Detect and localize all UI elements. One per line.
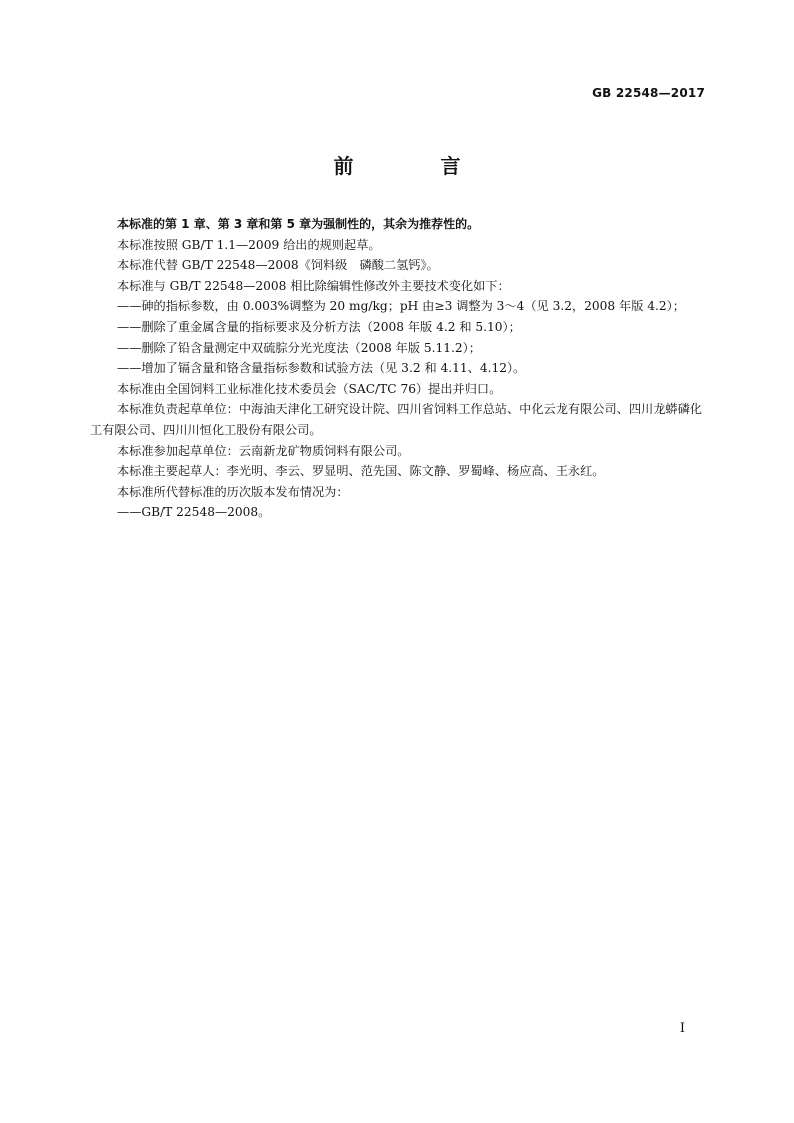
change-item-heavy-metal: ——删除了重金属含量的指标要求及分析方法（2008 年版 4.2 和 5.10）； bbox=[117, 319, 521, 334]
replacement-statement: 本标准代替 GB/T 22548—2008《饲料级 磷酸二氢钙》。 bbox=[117, 258, 439, 273]
page-number: I bbox=[679, 1021, 685, 1036]
change-item-cadmium-chromium: ——增加了镉含量和铬含量指标参数和试验方法（见 3.2 和 4.11、4.12）。 bbox=[117, 361, 526, 376]
page-title: 前 言 bbox=[333, 154, 501, 178]
foreword-body bbox=[90, 214, 704, 523]
proposer-statement: 本标准由全国饲料工业标准化技术委员会（SAC/TC 76）提出并归口。 bbox=[117, 381, 502, 396]
participating-drafters: 本标准参加起草单位：云南新龙矿物质饲料有限公司。 bbox=[117, 443, 410, 458]
history-intro: 本标准所代替标准的历次版本发布情况为： bbox=[117, 484, 349, 499]
responsible-drafters: 本标准负责起草单位：中海油天津化工研究设计院、四川省饲料工作总站、中化云龙有限公司、四川龙蟒磷化工有限公司、四川川恒化工股份有限公司。 bbox=[90, 402, 702, 437]
change-item-lead-method: ——删除了铅含量测定中双硫腙分光光度法（2008 年版 5.11.2）； bbox=[117, 340, 481, 355]
main-drafters: 本标准主要起草人：李光明、李云、罗显明、范先国、陈文静、罗蜀峰、杨应高、王永红。 bbox=[117, 464, 605, 479]
drafting-rules-statement: 本标准按照 GB/T 1.1—2009 给出的规则起草。 bbox=[117, 237, 381, 252]
history-item: ——GB/T 22548—2008。 bbox=[117, 505, 271, 520]
changes-intro: 本标准与 GB/T 22548—2008 相比除编辑性修改外主要技术变化如下： bbox=[117, 278, 510, 293]
mandatory-clause-statement: 本标准的第 1 章、第 3 章和第 5 章为强制性的，其余为推荐性的。 bbox=[117, 217, 480, 231]
change-item-arsenic: ——砷的指标参数，由 0.003%调整为 20 mg/kg；pH 由≥3 调整为 3～4（见 3.2，2008 年版 4.2）； bbox=[117, 299, 685, 314]
standard-code: GB 22548—2017 bbox=[592, 86, 705, 100]
